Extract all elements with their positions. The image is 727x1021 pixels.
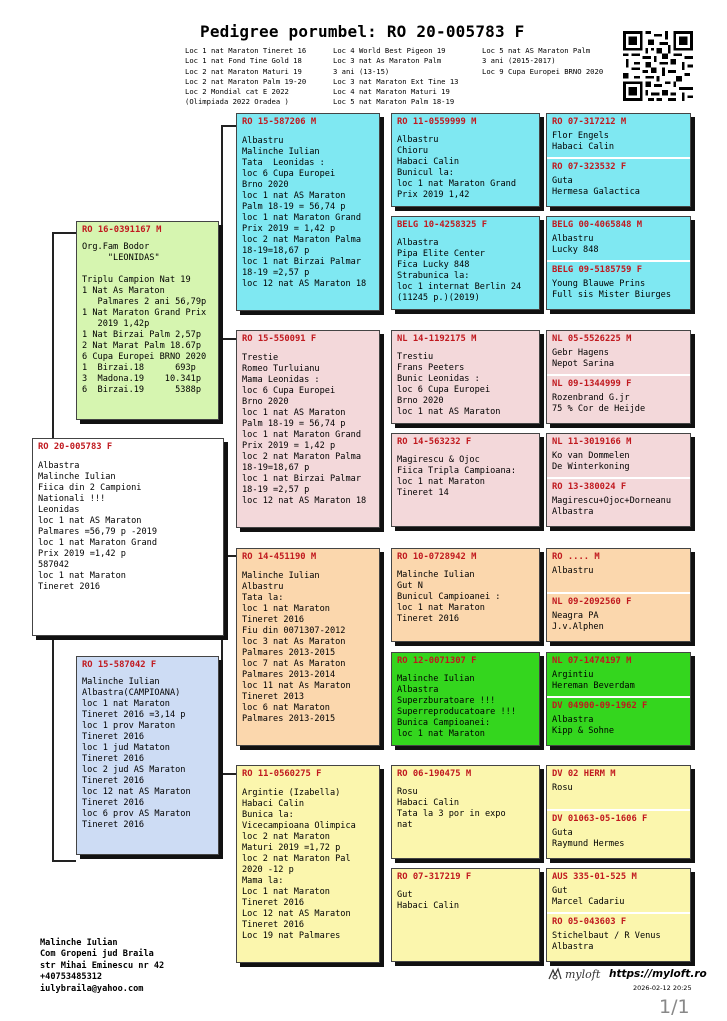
pigeon-details: Albastra Kipp & Sohne [552, 715, 615, 736]
pigeon-details: Argintie (Izabella) Habaci Calin Bunica la: Vicecampioana Olimpica loc 2 nat Maraton Maturi 2019 =1,72 p loc 2 nat Maraton Pal 2020 -12 p Mama la: Loc 1 nat Maraton Tineret 2016 Loc 12 nat AS Maraton Tineret 2016 Loc 19 nat Palmares [242, 788, 356, 941]
owner-name: Malinche Iulian [40, 938, 118, 948]
pigeon-details: Gebr Hagens Nepot Sarina [552, 348, 615, 369]
pigeon-details: Trestie Romeo Turluianu Mama Leonidas : loc 6 Cupa Europei Brno 2020 loc 1 nat AS Maraton Palm 18-19 = 56,74 p loc 1 nat Maraton Grand Prix 2019 = 1,42 p loc 2 nat Maraton Palma 18-19=18,67 p loc 1 nat Birzai Palmar 18-19 =2,57 p loc 12 nat AS Maraton 18 [242, 353, 367, 506]
grandparent-card[interactable] [236, 548, 380, 746]
ring-number: NL 11-3019166 M [552, 437, 632, 447]
ring-number: AUS 335-01-525 M [552, 872, 637, 882]
ancestor-pair-card[interactable] [546, 216, 691, 310]
pigeon-details: Malinche Iulian Albastru Tata la: loc 1 nat Maraton Tineret 2016 Fiu din 0071307-2012 loc 3 nat As Maraton Palmares 2013-2015 loc 7 nat As Maraton Palmares 2013-2014 loc 11 nat As Maraton Tineret 2013 loc 6 nat Maraton Palmares 2013-2015 [242, 571, 351, 724]
great-grandparent-card[interactable] [391, 652, 540, 746]
achievement: Loc 3 nat As Maraton Palm [333, 56, 442, 66]
pigeon-details: Malinche Iulian Gut N Bunicul Campioanei : loc 1 nat Maraton Tineret 2016 [397, 570, 501, 624]
ring-number: NL 14-1192175 M [397, 334, 477, 344]
connector-line [52, 232, 76, 234]
ring-number: RO 05-043603 F [552, 917, 627, 927]
ring-number: BELG 10-4258325 F [397, 220, 488, 230]
pigeon-details: Neagra PA J.v.Alphen [552, 611, 604, 632]
ring-number: RO 15-550091 F [242, 334, 317, 344]
achievement: (Olimpiada 2022 Oradea ) [185, 97, 289, 107]
ring-number: BELG 00-4065848 M [552, 220, 643, 230]
achievements-col-3 [482, 46, 603, 77]
ring-number: DV 02 HERM M [552, 769, 616, 779]
connector-line [52, 232, 54, 442]
achievements-col-1 [185, 46, 306, 108]
ring-number: RO 10-0728942 M [397, 552, 477, 562]
ancestor-pair-card[interactable] [546, 433, 691, 527]
ring-number: NL 07-1474197 M [552, 656, 632, 666]
pigeon-details: Guta Hermesa Galactica [552, 176, 640, 197]
ancestor-pair-card[interactable] [546, 113, 691, 207]
ring-number: RO 14-451190 M [242, 552, 317, 562]
myloft-logo-icon [547, 967, 563, 981]
connector-line [221, 338, 236, 340]
pigeon-details: Gut Marcel Cadariu [552, 886, 625, 907]
connector-line [221, 125, 236, 127]
pigeon-details: Rosu Habaci Calin Tata la 3 por in expo nat [397, 787, 506, 830]
ring-number: RO 14-563232 F [397, 437, 472, 447]
great-grandparent-card[interactable] [391, 330, 540, 424]
achievement: Loc 1 nat Maraton Tineret 16 [185, 46, 307, 55]
ring-number: DV 04900-09-1962 F [552, 701, 648, 711]
ancestor-pair-card[interactable] [546, 765, 691, 859]
ring-number: RO 15-587042 F [82, 660, 157, 670]
achievement: Loc 4 World Best Pigeon 19 [333, 46, 446, 55]
pigeon-details: Albastru [552, 566, 594, 576]
great-grandparent-card[interactable] [391, 113, 540, 207]
pigeon-details: Org.Fam Bodor "LEONIDAS" Triplu Campion Nat 19 1 Nat As Maraton Palmares 2 ani 56,79p 1 Nat Maraton Grand Prix 2019 1,42p 1 Nat Birzai Palm 2,57p 2 Nat Marat Palm 18.67p 6 Cupa Europei BRNO 2020 1 Birzai.18 693p 3 Madona.19 10.341p 6 Birzai.19 5388p [82, 242, 207, 395]
ring-number: RO .... M [552, 552, 600, 562]
ring-number: RO 15-587206 M [242, 117, 317, 127]
brand-logo-text: myloft [565, 968, 601, 981]
ring-number: RO 13-380024 F [552, 482, 627, 492]
achievement: Loc 9 Cupa Europei BRNO 2020 [482, 66, 604, 76]
great-grandparent-card[interactable] [391, 868, 540, 962]
great-grandparent-card[interactable] [391, 216, 540, 310]
owner-address-line: str Mihai Eminescu nr 42 [40, 960, 165, 971]
ring-number: RO 16-0391167 M [82, 225, 162, 235]
achievements-col-2 [333, 46, 459, 108]
pigeon-details: Albastru Malinche Iulian Tata Leonidas : loc 6 Cupa Europei Brno 2020 loc 1 nat AS Maraton Palm 18-19 = 56,74 p loc 1 nat Maraton Grand Prix 2019 = 1,42 p loc 2 nat Maraton Palma 18-19=18,67 p loc 1 nat Birzai Palmar 18-19 =2,57 p loc 12 nat AS Maraton 18 [242, 136, 367, 289]
great-grandparent-card[interactable] [391, 765, 540, 859]
brand-url[interactable]: https://myloft.ro [609, 968, 707, 980]
achievement: Loc 2 Mondial cat E 2022 [185, 87, 289, 97]
ring-number: RO 07-317212 M [552, 117, 627, 127]
pigeon-details: Albastra Pipa Elite Center Fica Lucky 848 Strabunica la: loc 1 internat Berlin 24 (11245 p.)(2019) [397, 238, 522, 303]
achievement: Loc 5 nat Maraton Palm 18-19 [333, 97, 455, 107]
ancestor-pair-card[interactable] [546, 548, 691, 642]
dam-card[interactable] [76, 656, 219, 855]
ring-number: NL 09-2092560 F [552, 597, 632, 607]
ring-number: RO 20-005783 F [38, 442, 113, 452]
pigeon-details: Albastru Lucky 848 [552, 234, 599, 255]
pigeon-details: Argintiu Hereman Beverdam [552, 670, 635, 691]
ring-number: RO 12-0071307 F [397, 656, 477, 666]
connector-line [52, 860, 76, 862]
connector-line [52, 640, 54, 862]
achievement: Loc 1 nat Fond Tine Gold 18 [185, 56, 302, 66]
pigeon-details: Young Blauwe Prins Full sis Mister Biurges [552, 279, 671, 300]
great-grandparent-card[interactable] [391, 548, 540, 642]
page-number: 1/1 [659, 996, 690, 1018]
pigeon-details: Rosu [552, 783, 573, 793]
achievement: 3 ani (13-15) [333, 66, 390, 76]
ring-number: RO 07-323532 F [552, 162, 627, 172]
page-title: Pedigree porumbel: RO 20-005783 F [200, 22, 525, 41]
pigeon-details: Malinche Iulian Albastra(CAMPIOANA) loc 1 nat Maraton Tineret 2016 =3,14 p loc 1 prov Maraton Tineret 2016 loc 1 jud Mataton Tineret 2016 loc 2 jud AS Maraton Tineret 2016 loc 12 nat AS Maraton Tineret 2016 loc 6 prov AS Maraton Tineret 2016 [82, 677, 191, 830]
ring-number: RO 06-190475 M [397, 769, 472, 779]
pigeon-details: Gut Habaci Calin [397, 890, 460, 911]
ring-number: BELG 09-5185759 F [552, 265, 643, 275]
grandparent-card[interactable] [236, 765, 380, 963]
owner-phone: +40753485312 [40, 972, 103, 983]
great-grandparent-card[interactable] [391, 433, 540, 527]
ring-number: RO 07-317219 F [397, 872, 472, 882]
owner-contact [40, 938, 164, 995]
grandparent-card[interactable] [236, 330, 380, 528]
pigeon-details: Guta Raymund Hermes [552, 828, 625, 849]
achievement: Loc 2 nat Maraton Maturi 19 [185, 66, 302, 76]
ring-number: RO 11-0560275 F [242, 769, 322, 779]
achievement: Loc 4 nat Maraton Maturi 19 [333, 87, 450, 97]
pigeon-details: Magirescu & Ojoc Fiica Tripla Campioana: loc 1 nat Maraton Tineret 14 [397, 455, 516, 498]
main-pigeon-card[interactable] [32, 438, 224, 636]
pigeon-details: Stichelbaut / R Venus Albastra [552, 931, 661, 952]
owner-email[interactable]: iulybraila@yahoo.com [40, 983, 144, 994]
ring-number: NL 05-5526225 M [552, 334, 632, 344]
pigeon-details: Malinche Iulian Albastra Superzburatoare !!! Superreproducatoare !!! Bunica Campioanei: loc 1 nat Maraton [397, 674, 516, 739]
pigeon-details: Flor Engels Habaci Calin [552, 131, 615, 152]
pigeon-details: Ko van Dommelen De Winterkoning [552, 451, 630, 472]
ring-number: DV 01063-05-1606 F [552, 814, 648, 824]
ancestor-pair-card[interactable] [546, 868, 691, 962]
print-date: 2026-02-12 20:25 [633, 984, 692, 992]
grandparent-card[interactable] [236, 113, 380, 311]
achievement: 3 ani (2015-2017) [482, 56, 556, 66]
achievement: Loc 2 nat Maraton Palm 19-20 [185, 76, 307, 86]
ancestor-pair-card[interactable] [546, 652, 691, 746]
ancestor-pair-card[interactable] [546, 330, 691, 424]
pigeon-details: Trestiu Frans Peeters Bunic Leonidas : loc 6 Cupa Europei Brno 2020 loc 1 nat AS Maraton [397, 352, 501, 417]
pigeon-details: Magirescu+Ojoc+Dorneanu Albastra [552, 496, 671, 517]
pigeon-details: Albastra Malinche Iulian Fiica din 2 Campioni Nationali !!! Leonidas loc 1 nat AS Maraton Palmares =56,79 p -2019 loc 1 nat Maraton Grand Prix 2019 =1,42 p 587042 loc 1 nat Maraton Tineret 2016 [38, 461, 157, 592]
achievement: Loc 5 nat AS Maraton Palm [482, 46, 591, 55]
pigeon-details: Albastru Chioru Habaci Calin Bunicul la: loc 1 nat Maraton Grand Prix 2019 1,42 [397, 135, 516, 200]
ring-number: NL 09-1344999 F [552, 379, 632, 389]
achievement: Loc 3 nat Maraton Ext Tine 13 [333, 76, 459, 86]
pigeon-details: Rozenbrand G.jr 75 % Cor de Heijde [552, 393, 646, 414]
sire-card[interactable] [76, 221, 219, 420]
owner-address-line: Com Gropeni jud Braila [40, 949, 154, 960]
connector-line [221, 125, 223, 340]
connector-line [221, 773, 236, 775]
qr-code-icon [623, 31, 693, 101]
ring-number: RO 11-0559999 M [397, 117, 477, 127]
